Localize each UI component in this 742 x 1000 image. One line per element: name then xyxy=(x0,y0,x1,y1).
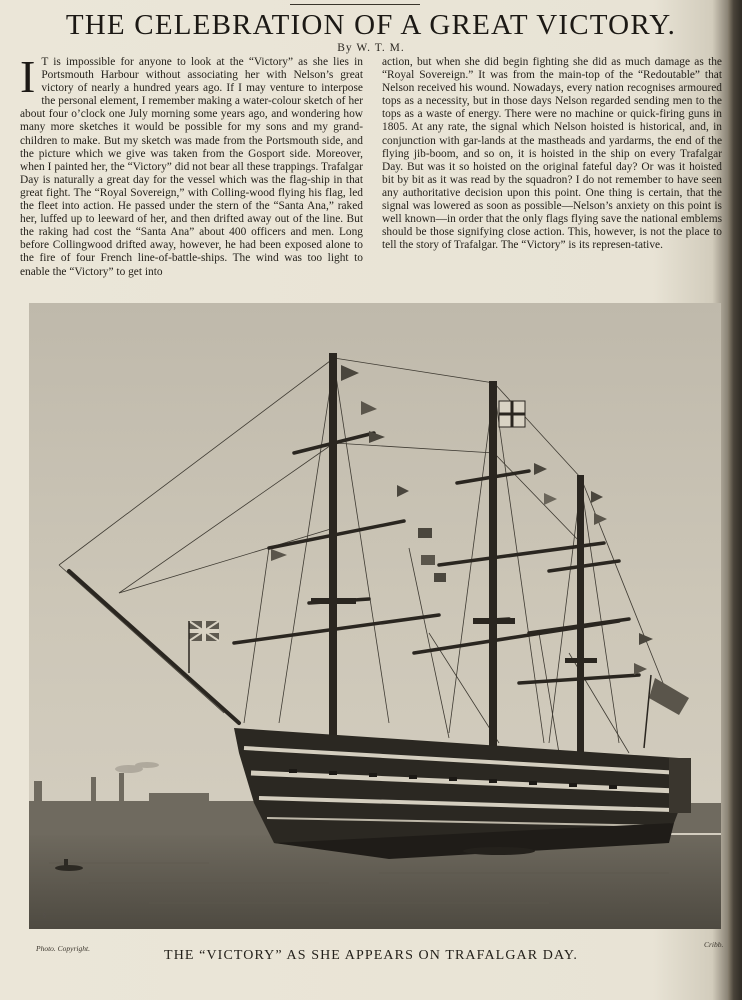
photo-caption: THE “VICTORY” AS SHE APPEARS ON TRAFALGAR DAY. xyxy=(164,948,578,963)
article-right-column xyxy=(382,56,722,252)
photographer-mark: § xyxy=(43,912,46,919)
left-column-text: T is impossible for anyone to look at the “Victory” as she lies in Portsmouth Harbour without associating her with Nelson’s great victory of nearly a hundred years ago. If I may venture to interpose the personal element, I remember making a water-colour sketch of her about four o’clock one July morning some years ago, and wondering how many more sketches it would be possible for my sons and my grand-children to make. But my sketch was made from the Portsmouth side, and the picture which we give was taken from the Gosport side. Moreover, when I painted her, the “Victory” did not bear all these trappings. Trafalgar Day is naturally a great day for the vessel which was the flag-ship in that great fight. The “Royal Sovereign,” with Colling-wood flying his flag, led the fleet into action. He passed under the stern of the “Santa Ana,” raked her, luffed up to leeward of her, and then drifted away out of the line. But the raking had cost the “Santa Ana” about 400 officers and men. Long before Collingwood drifted away, however, he had been exposed alone to the fire of four French line-of-battle-ships. The wind was too light to enable the “Victory” to get into xyxy=(20,56,363,278)
stern-gallery xyxy=(669,758,691,813)
victory-ship-illustration xyxy=(29,303,721,929)
right-column-text: action, but when she did begin fighting she did as much damage as the “Royal Sovereign.” It was from the main-top of the “Redoutable” that Nelson received his wound. Nowadays, every nation recognises armoured tops as a necessity, but in those days Nelson regarded sending men to the tops as a waste of energy. There were no machine or quick-firing guns in 1805. At any rate, the signal which Nelson hoisted is historical, and, in conjunction with gar-lands at the mastheads and yardarms, the end of the flying jib-boom, and so on, it is hoisted in the ship on every Trafalgar Day. But was it so hoisted on the original fateful day? Or was it hoisted bit by bit as it was read by the squadron? I do not remember to have seen any authoritative decision upon this point. One thing is certain, that the signal was lowered as soon as possible—Nelson’s anxiety on this point is well known—in order that the only flags flying save the national emblems should be those signifying close action. This, however, is not the place to tell the story of Trafalgar. The “Victory” is its represen-tative. xyxy=(382,56,722,252)
photo-credit-left: Photo. Copyright. xyxy=(36,944,90,953)
ship-photograph xyxy=(29,303,721,929)
photo-credit-right: Cribb. xyxy=(704,940,724,949)
article-title: THE CELEBRATION OF A GREAT VICTORY. xyxy=(65,9,677,41)
article-byline: By W. T. M. xyxy=(337,42,405,54)
tender-boat xyxy=(463,847,535,855)
drop-cap: I xyxy=(20,51,36,102)
book-spine-shadow xyxy=(728,0,742,1000)
article-left-column xyxy=(20,51,363,279)
top-rule xyxy=(290,4,420,5)
